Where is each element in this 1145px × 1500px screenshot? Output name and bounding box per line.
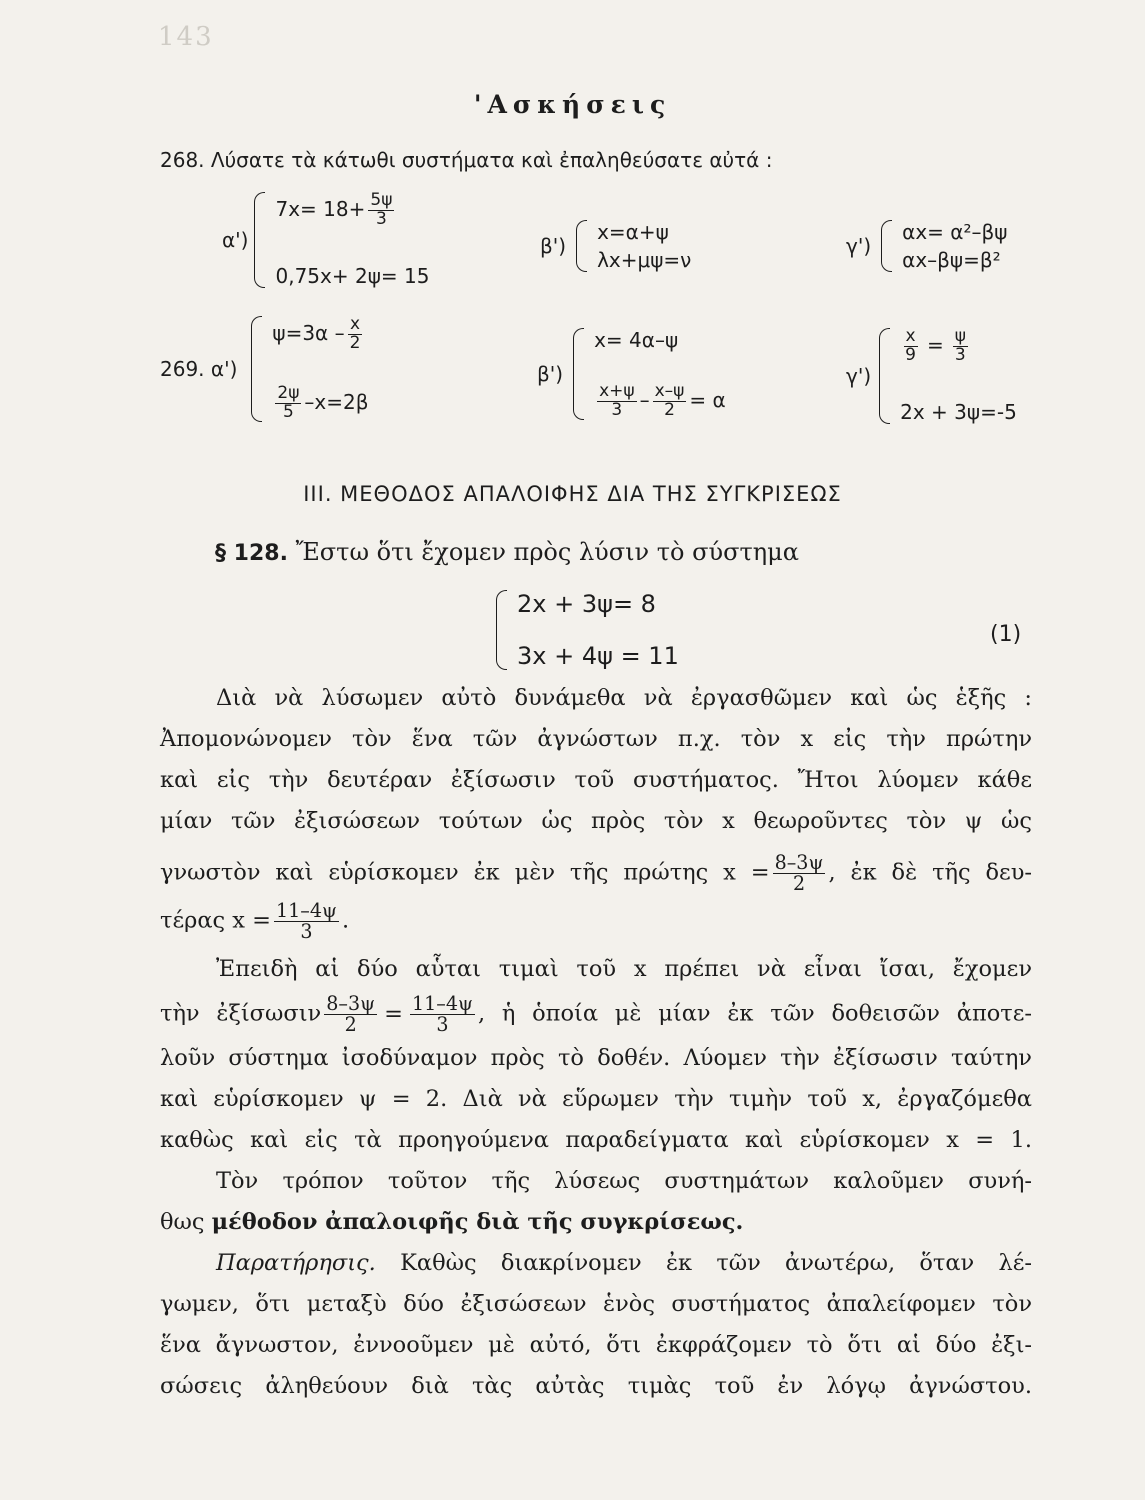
text-line: τὴν ἐξίσωσιν $\frac{8-3\psi}{2}$ = $\frac{11-4\psi}{3}$ , ἡ ὁποία μὲ μίαν ἐκ τῶν δοθεισῶν ἀποτε- (160, 992, 1032, 1037)
page-title: 'Ασκήσεις (473, 90, 672, 119)
text-line: Διὰ νὰ λύσωμεν αὐτὸ δυνάμεθα νὰ ἐργασθῶμεν καὶ ὡς ἑξῆς : (216, 685, 1032, 711)
body-text (160, 682, 1032, 1411)
text-line: μίαν τῶν ἐξισώσεων τούτων ὡς πρὸς τὸν x θεωροῦντες τὸν ψ ὡς (160, 808, 1032, 834)
system-269-b (573, 328, 726, 420)
text-line: λοῦν σύστημα ἰσοδύναμον πρὸς τὸ δοθέν. Λύομεν τὴν ἐξίσωσιν ταύτην (160, 1045, 1032, 1071)
equation: x=α+ψ (597, 220, 669, 244)
brace (254, 192, 265, 288)
exercise-268-a-label: α') (222, 228, 249, 252)
exercise-268-instruction: Λύσατε τὰ κάτωθι συστήματα καὶ ἐπαληθεύσατε αὐτά : (210, 148, 773, 172)
paragraph-128-intro (215, 538, 799, 566)
equation: $\frac{x}{9}$ = $\frac{\psi}{3}$ (905, 326, 966, 365)
exercise-269-a (160, 316, 369, 422)
text-line: γνωστὸν καὶ εὑρίσκομεν ἐκ μὲν τῆς πρώτης x = $\frac{8-3\psi}{2}$ , ἐκ δὲ τῆς δευ- (160, 851, 1032, 896)
exercise-268-b-label: β') (540, 234, 567, 258)
exercise-269-b (537, 328, 726, 420)
equation: $\frac{x+\psi}{3}$ – $\frac{x-\psi}{2}$ = α (599, 381, 726, 421)
section-title: III. ΜΕΘΟΔΟΣ ΑΠΑΛΟΙΦΗΣ ΔΙΑ ΤΗΣ ΣΥΓΚΡΙΣΕΩΣ (303, 482, 842, 506)
equation: x= 4α–ψ (594, 328, 679, 352)
text-line: Παρατήρησις. Καθὼς διακρίνομεν ἐκ τῶν ἀνωτέρω, ὅταν λέ- (216, 1250, 1033, 1276)
exercise-268-b (540, 220, 691, 272)
text-line: Τὸν τρόπον τοῦτον τῆς λύσεως συστημάτων καλοῦμεν συνή- (216, 1168, 1032, 1194)
equation: λx+μψ=ν (597, 248, 692, 272)
text-line: Ἐπειδὴ αἱ δύο αὗται τιμαὶ τοῦ x πρέπει νὰ εἶναι ἴσαι, ἔχομεν (216, 956, 1032, 982)
exercise-268-text (160, 148, 772, 172)
text-line: καὶ εἰς τὴν δευτέραν ἐξίσωσιν τοῦ συστήματος. Ἤτοι λύομεν κάθε (160, 767, 1032, 793)
equation: 2x + 3ψ= 8 (517, 590, 656, 618)
system-269-a (251, 316, 368, 422)
text-line: γωμεν, ὅτι μεταξὺ δύο ἐξισώσεων ἑνὸς συστήματος ἀπαλείφομεν τὸν (160, 1291, 1032, 1317)
system-269-c (879, 328, 1017, 424)
brace (251, 316, 262, 422)
method-name: μέθοδον ἀπαλοιφῆς διὰ τῆς συγκρίσεως. (211, 1209, 744, 1235)
page-number: 143 (158, 22, 214, 52)
brace (496, 590, 507, 670)
text-line: Ἀπομονώνομεν τὸν ἕνα τῶν ἀγνώστων π.χ. τὸν x εἰς τὴν πρώτην (160, 726, 1032, 752)
text-line: σώσεις ἀληθεύουν διὰ τὰς αὐτὰς τιμὰς τοῦ ἐν λόγῳ ἀγνώστου. (160, 1373, 1032, 1399)
text-line: ἕνα ἄγνωστον, ἐννοοῦμεν μὲ αὐτό, ὅτι ἐκφράζομεν τὸ ὅτι αἱ δύο ἐξι- (160, 1332, 1032, 1358)
text-line: θως μέθοδον ἀπαλοιφῆς διὰ τῆς συγκρίσεως. (160, 1209, 744, 1235)
equation-label: (1) (990, 622, 1022, 647)
system-268-c (881, 220, 1007, 272)
exercise-268-c-label: γ') (846, 234, 872, 258)
exercise-269-c (846, 328, 1017, 424)
brace (879, 328, 890, 424)
equation: αx= α²–βψ (902, 220, 1008, 244)
exercise-268-c (846, 220, 1007, 272)
exercise-268-a (222, 192, 429, 288)
system-268-b (576, 220, 691, 272)
intro-text: Ἔστω ὅτι ἔχομεν πρὸς λύσιν τὸ σύστημα (295, 538, 799, 566)
system-268-a (254, 192, 429, 288)
system-1 (496, 590, 679, 674)
brace (576, 220, 587, 272)
equation: 3x + 4ψ = 11 (517, 642, 679, 670)
equation: $\frac{2\psi}{5}$ –x=2β (277, 383, 369, 423)
text-line: καὶ εὑρίσκομεν ψ = 2. Διὰ νὰ εὕρωμεν τὴν τιμὴν τοῦ x, ἐργαζόμεθα (160, 1086, 1032, 1112)
exercise-269-b-label: β') (537, 362, 564, 386)
brace (573, 328, 584, 420)
equation: 7x= 18+ $\frac{5\psi}{3}$ (275, 190, 393, 229)
equation: 0,75x+ 2ψ= 15 (275, 264, 430, 288)
remark-label: Παρατήρησις. (216, 1250, 376, 1276)
text-line: τέρας x = $\frac{11-4\psi}{3}$ . (160, 899, 350, 944)
text-line: καθὼς καὶ εἰς τὰ προηγούμενα παραδείγματα καὶ εὑρίσκομεν x = 1. (160, 1127, 1032, 1153)
exercise-269-label: 269. α') (160, 357, 238, 381)
exercise-269-c-label: γ') (846, 364, 872, 388)
brace (881, 220, 892, 272)
equation: 2x + 3ψ=-5 (900, 400, 1017, 424)
paragraph-number: § 128. (215, 541, 288, 566)
exercise-268-label: 268. (160, 148, 205, 172)
equation: αx–βψ=β² (902, 248, 1001, 272)
equation: ψ=3α – $\frac{x}{2}$ (272, 314, 361, 353)
